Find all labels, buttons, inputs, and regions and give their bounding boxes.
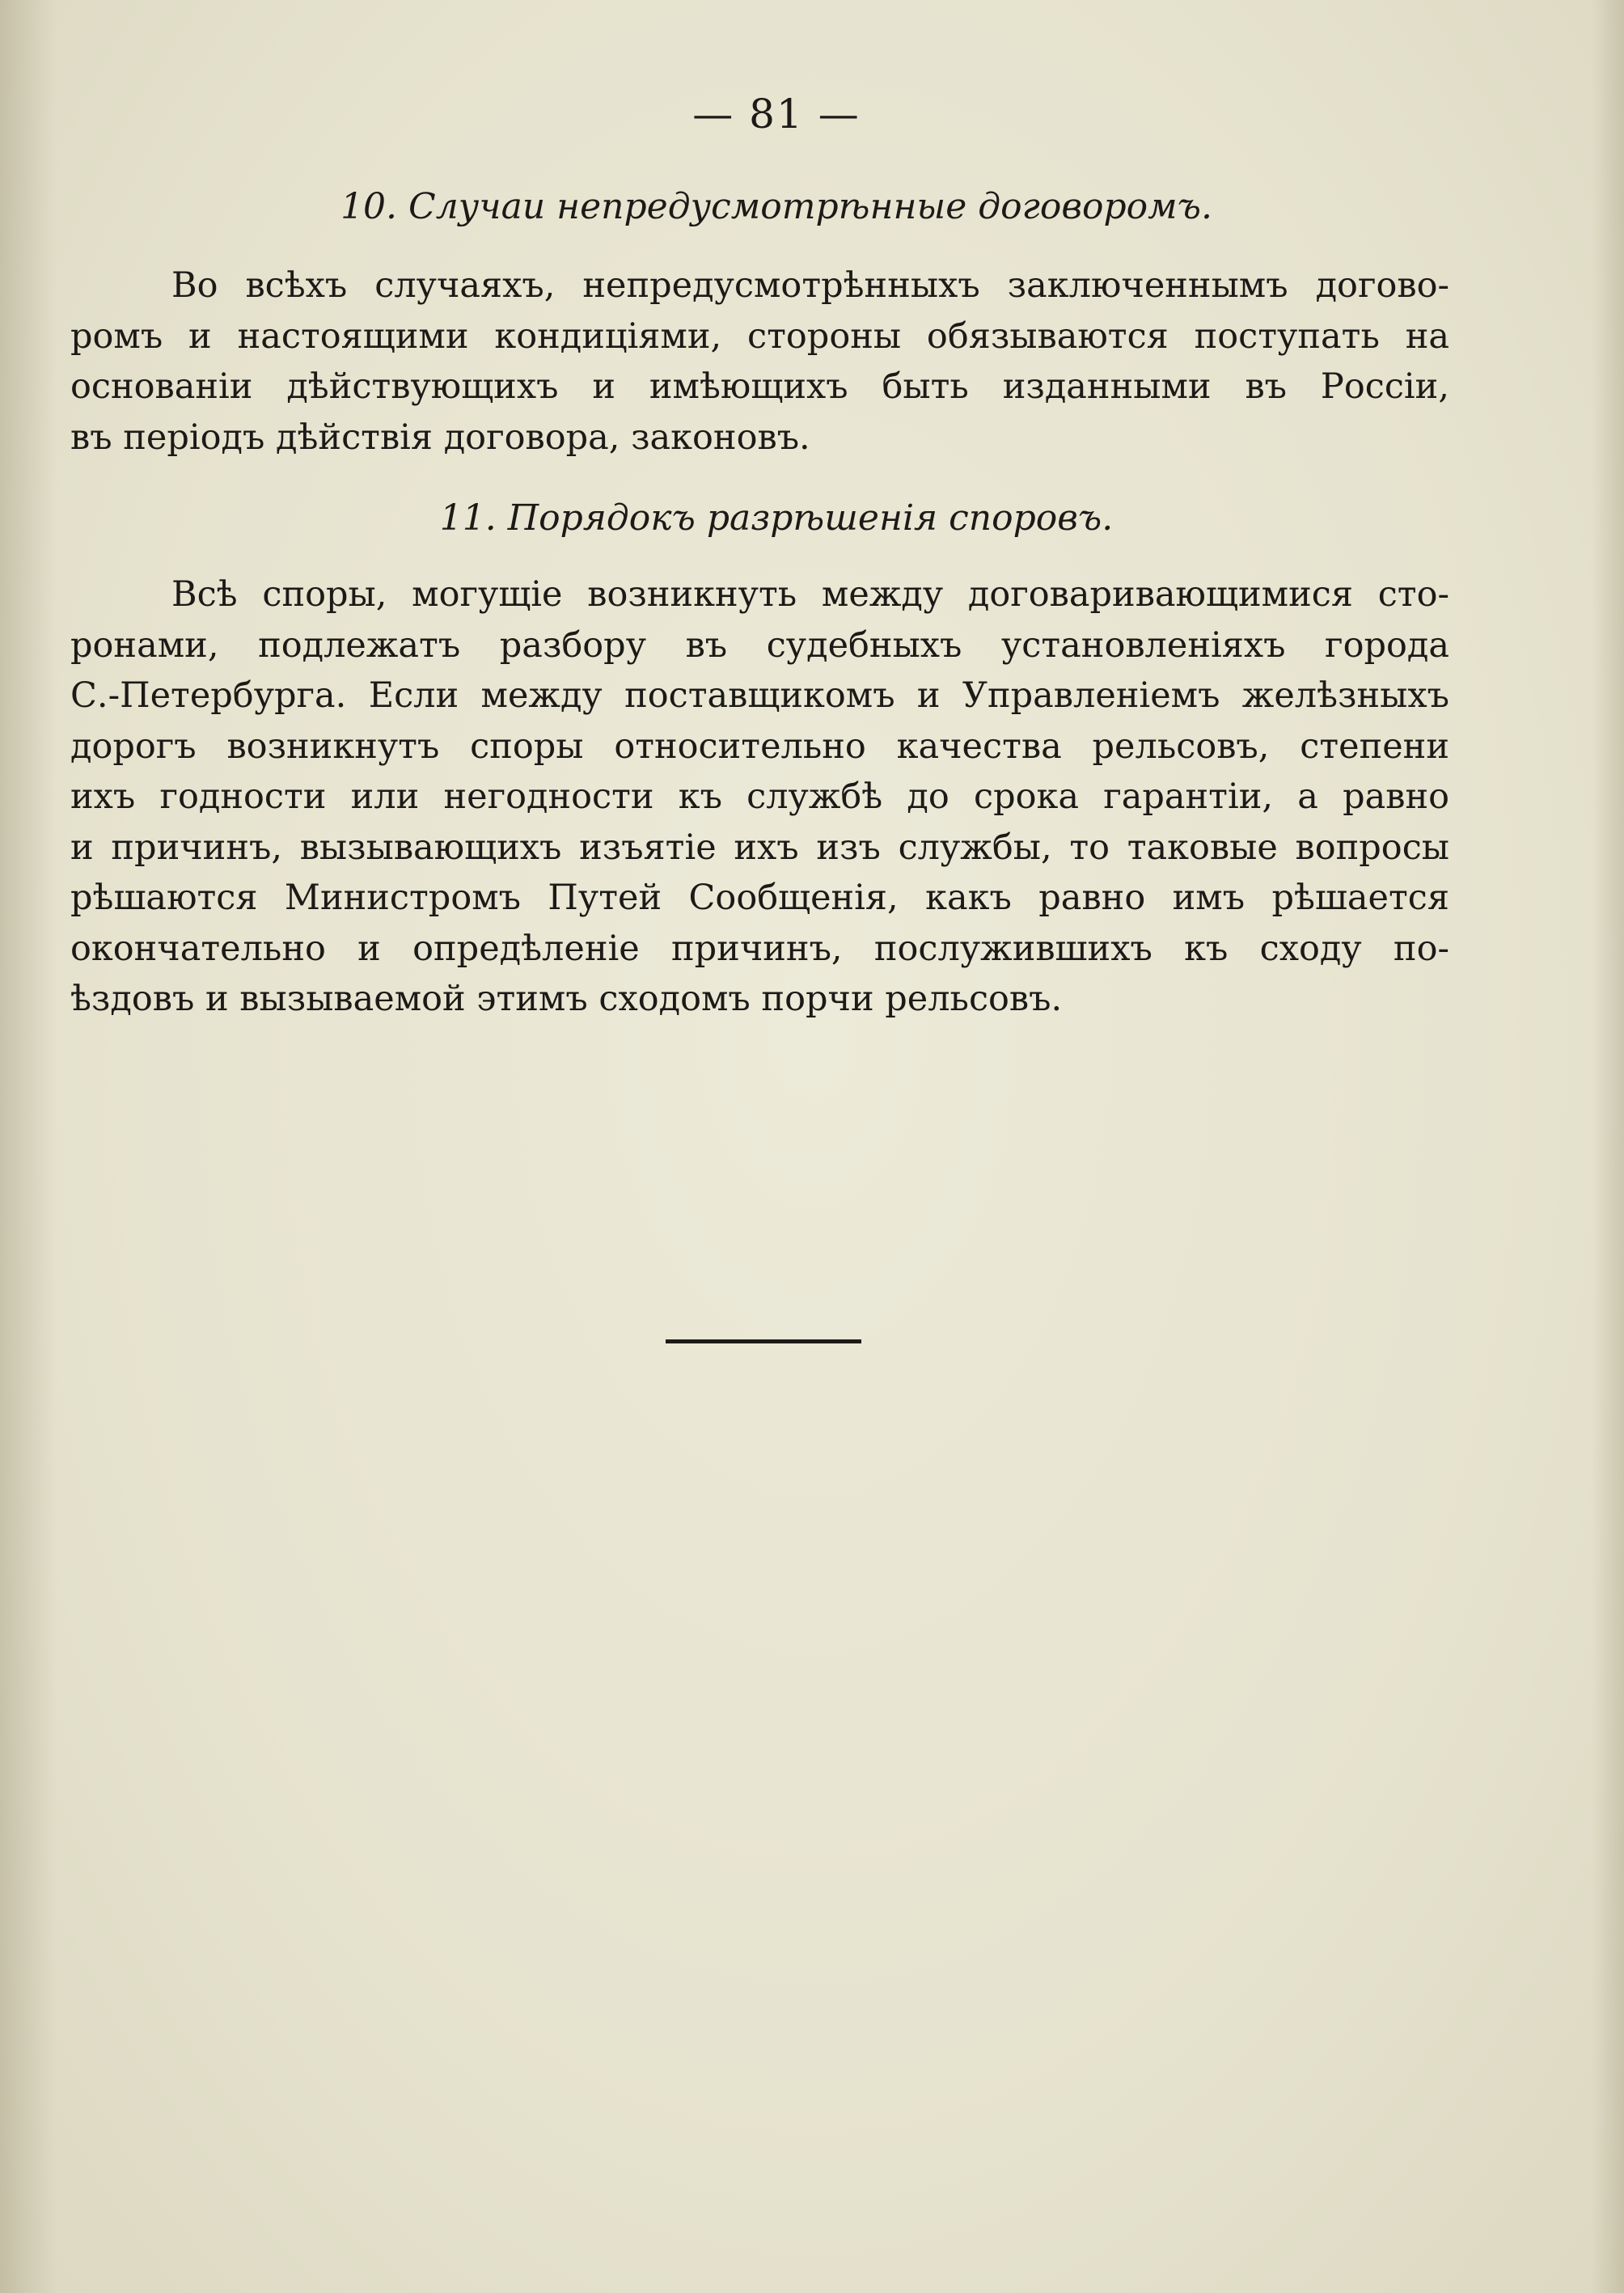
paragraph-line: ронами, подлежатъ разбору въ судебныхъ установленіяхъ города xyxy=(70,624,1449,666)
page-edge-shadow-right xyxy=(1592,0,1624,2293)
paragraph-line: ихъ годности или негодности къ службѣ до срока гарантіи, а равно xyxy=(70,776,1449,817)
paragraph-line: и причинъ, вызывающихъ изъятіе ихъ изъ службы, то таковые вопросы xyxy=(70,827,1449,868)
paragraph-line: С.-Петербурга. Если между поставщикомъ и Управленіемъ желѣзныхъ xyxy=(70,675,1449,716)
closing-rule xyxy=(666,1339,861,1343)
section-heading-10: 10. Случаи непредусмотрѣнные договоромъ. xyxy=(340,186,1212,227)
section-paragraph-11 xyxy=(70,569,1449,1025)
paragraph-line: окончательно и опредѣленіе причинъ, послужившихъ къ сходу по- xyxy=(70,928,1449,969)
page-number: — 81 — xyxy=(692,91,861,137)
section-paragraph-10 xyxy=(70,260,1449,463)
paragraph-line: ромъ и настоящими кондиціями, стороны обязываются поступать на xyxy=(70,315,1449,357)
section-heading-11: 11. Порядокъ разрѣшенія споровъ. xyxy=(439,497,1114,539)
paragraph-line: въ періодъ дѣйствія договора, законовъ. xyxy=(70,417,810,458)
paragraph-line: дорогъ возникнутъ споры относительно качества рельсовъ, степени xyxy=(70,726,1449,767)
paragraph-line: Всѣ споры, могущіе возникнуть между договаривающимися сто- xyxy=(171,574,1449,615)
paragraph-line: Во всѣхъ случаяхъ, непредусмотрѣнныхъ заключеннымъ догово- xyxy=(171,265,1449,306)
paragraph-line: ѣздовъ и вызываемой этимъ сходомъ порчи рельсовъ. xyxy=(70,979,1063,1019)
paragraph-line: основаніи дѣйствующихъ и имѣющихъ быть изданными въ Россіи, xyxy=(70,366,1449,407)
page-edge-shadow-left xyxy=(0,0,57,2293)
paragraph-line: рѣшаются Министромъ Путей Сообщенія, какъ равно имъ рѣшается xyxy=(70,878,1449,918)
